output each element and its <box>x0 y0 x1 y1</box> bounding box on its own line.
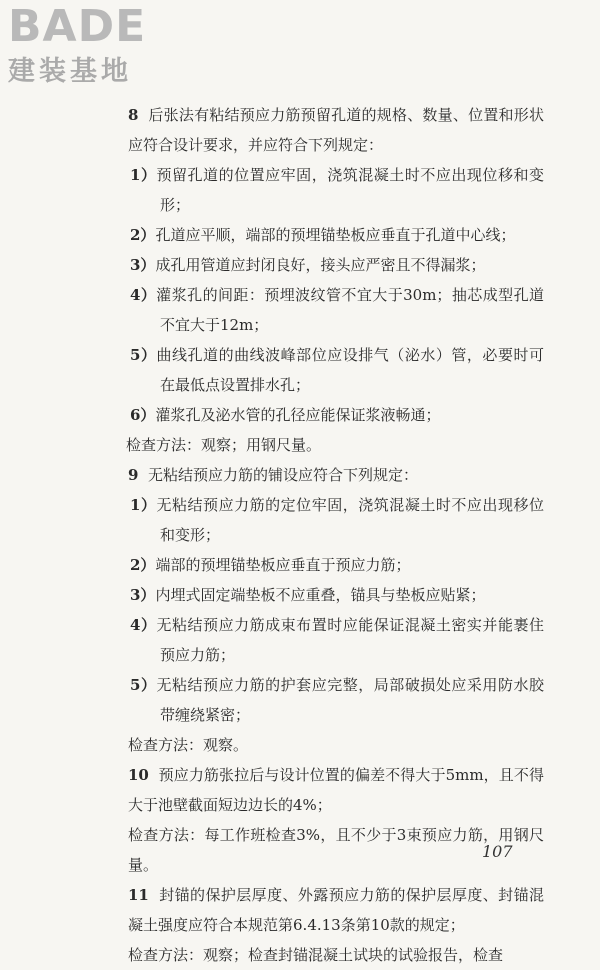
check-method-11: 检查方法：观察；检查封锚混凝土试块的试验报告，检查 <box>128 946 504 964</box>
list-item: 1）无粘结预应力筋的定位牢固，浇筑混凝土时不应出现移位和变形； <box>130 496 544 544</box>
list-item: 6）灌浆孔及泌水管的孔径应能保证浆液畅通； <box>130 406 441 424</box>
clause-9-items <box>128 490 544 730</box>
list-item: 5）曲线孔道的曲线波峰部位应设排气（泌水）管，必要时可在最低点设置排水孔； <box>130 346 544 394</box>
clause-8-number: 8 <box>128 106 139 124</box>
logo-wordmark: BADE <box>8 1 147 52</box>
list-item: 2）孔道应平顺，端部的预埋锚垫板应垂直于孔道中心线； <box>130 226 516 244</box>
clause-8-text: 后张法有粘结预应力筋预留孔道的规格、数量、位置和形状应符合设计要求，并应符合下列规定： <box>128 106 544 154</box>
clause-11-text: 封锚的保护层厚度、外露预应力筋的保护层厚度、封锚混凝土强度应符合本规范第6.4.13条第10款的规定； <box>128 886 544 934</box>
list-item: 2）端部的预埋锚垫板应垂直于预应力筋； <box>130 556 411 574</box>
bade-logo <box>8 1 147 88</box>
list-item: 4）无粘结预应力筋成束布置时应能保证混凝土密实并能裹住预应力筋； <box>130 616 544 664</box>
clause-11 <box>128 880 544 940</box>
check-method-8: 检查方法：观察；用钢尺量。 <box>126 436 322 454</box>
list-item: 4）灌浆孔的间距：预埋波纹管不宜大于30m；抽芯成型孔道不宜大于12m； <box>130 286 544 334</box>
list-item: 1）预留孔道的位置应牢固，浇筑混凝土时不应出现位移和变形； <box>130 166 544 214</box>
clause-10-text: 预应力筋张拉后与设计位置的偏差不得大于5mm，且不得大于池壁截面短边边长的4%； <box>128 766 544 814</box>
clause-8-items <box>128 160 544 430</box>
clause-8 <box>128 100 544 160</box>
list-item: 3）内埋式固定端垫板不应重叠，锚具与垫板应贴紧； <box>130 586 486 604</box>
clause-9-number: 9 <box>128 466 139 484</box>
clause-11-number: 11 <box>128 886 149 904</box>
clause-10 <box>128 760 544 820</box>
list-item: 3）成孔用管道应封闭良好，接头应严密且不得漏浆； <box>130 256 486 274</box>
page-number: 107 <box>482 842 513 861</box>
document-body <box>128 100 544 970</box>
clause-9-text: 无粘结预应力筋的铺设应符合下列规定： <box>147 466 418 484</box>
check-method-10: 检查方法：每工作班检查3%，且不少于3束预应力筋，用钢尺量。 <box>128 826 544 874</box>
logo-subtitle: 建装基地 <box>8 56 132 87</box>
clause-10-number: 10 <box>128 766 149 784</box>
clause-9 <box>128 460 544 490</box>
check-method-9: 检查方法：观察。 <box>128 736 249 754</box>
list-item: 5）无粘结预应力筋的护套应完整，局部破损处应采用防水胶带缠绕紧密； <box>130 676 544 724</box>
